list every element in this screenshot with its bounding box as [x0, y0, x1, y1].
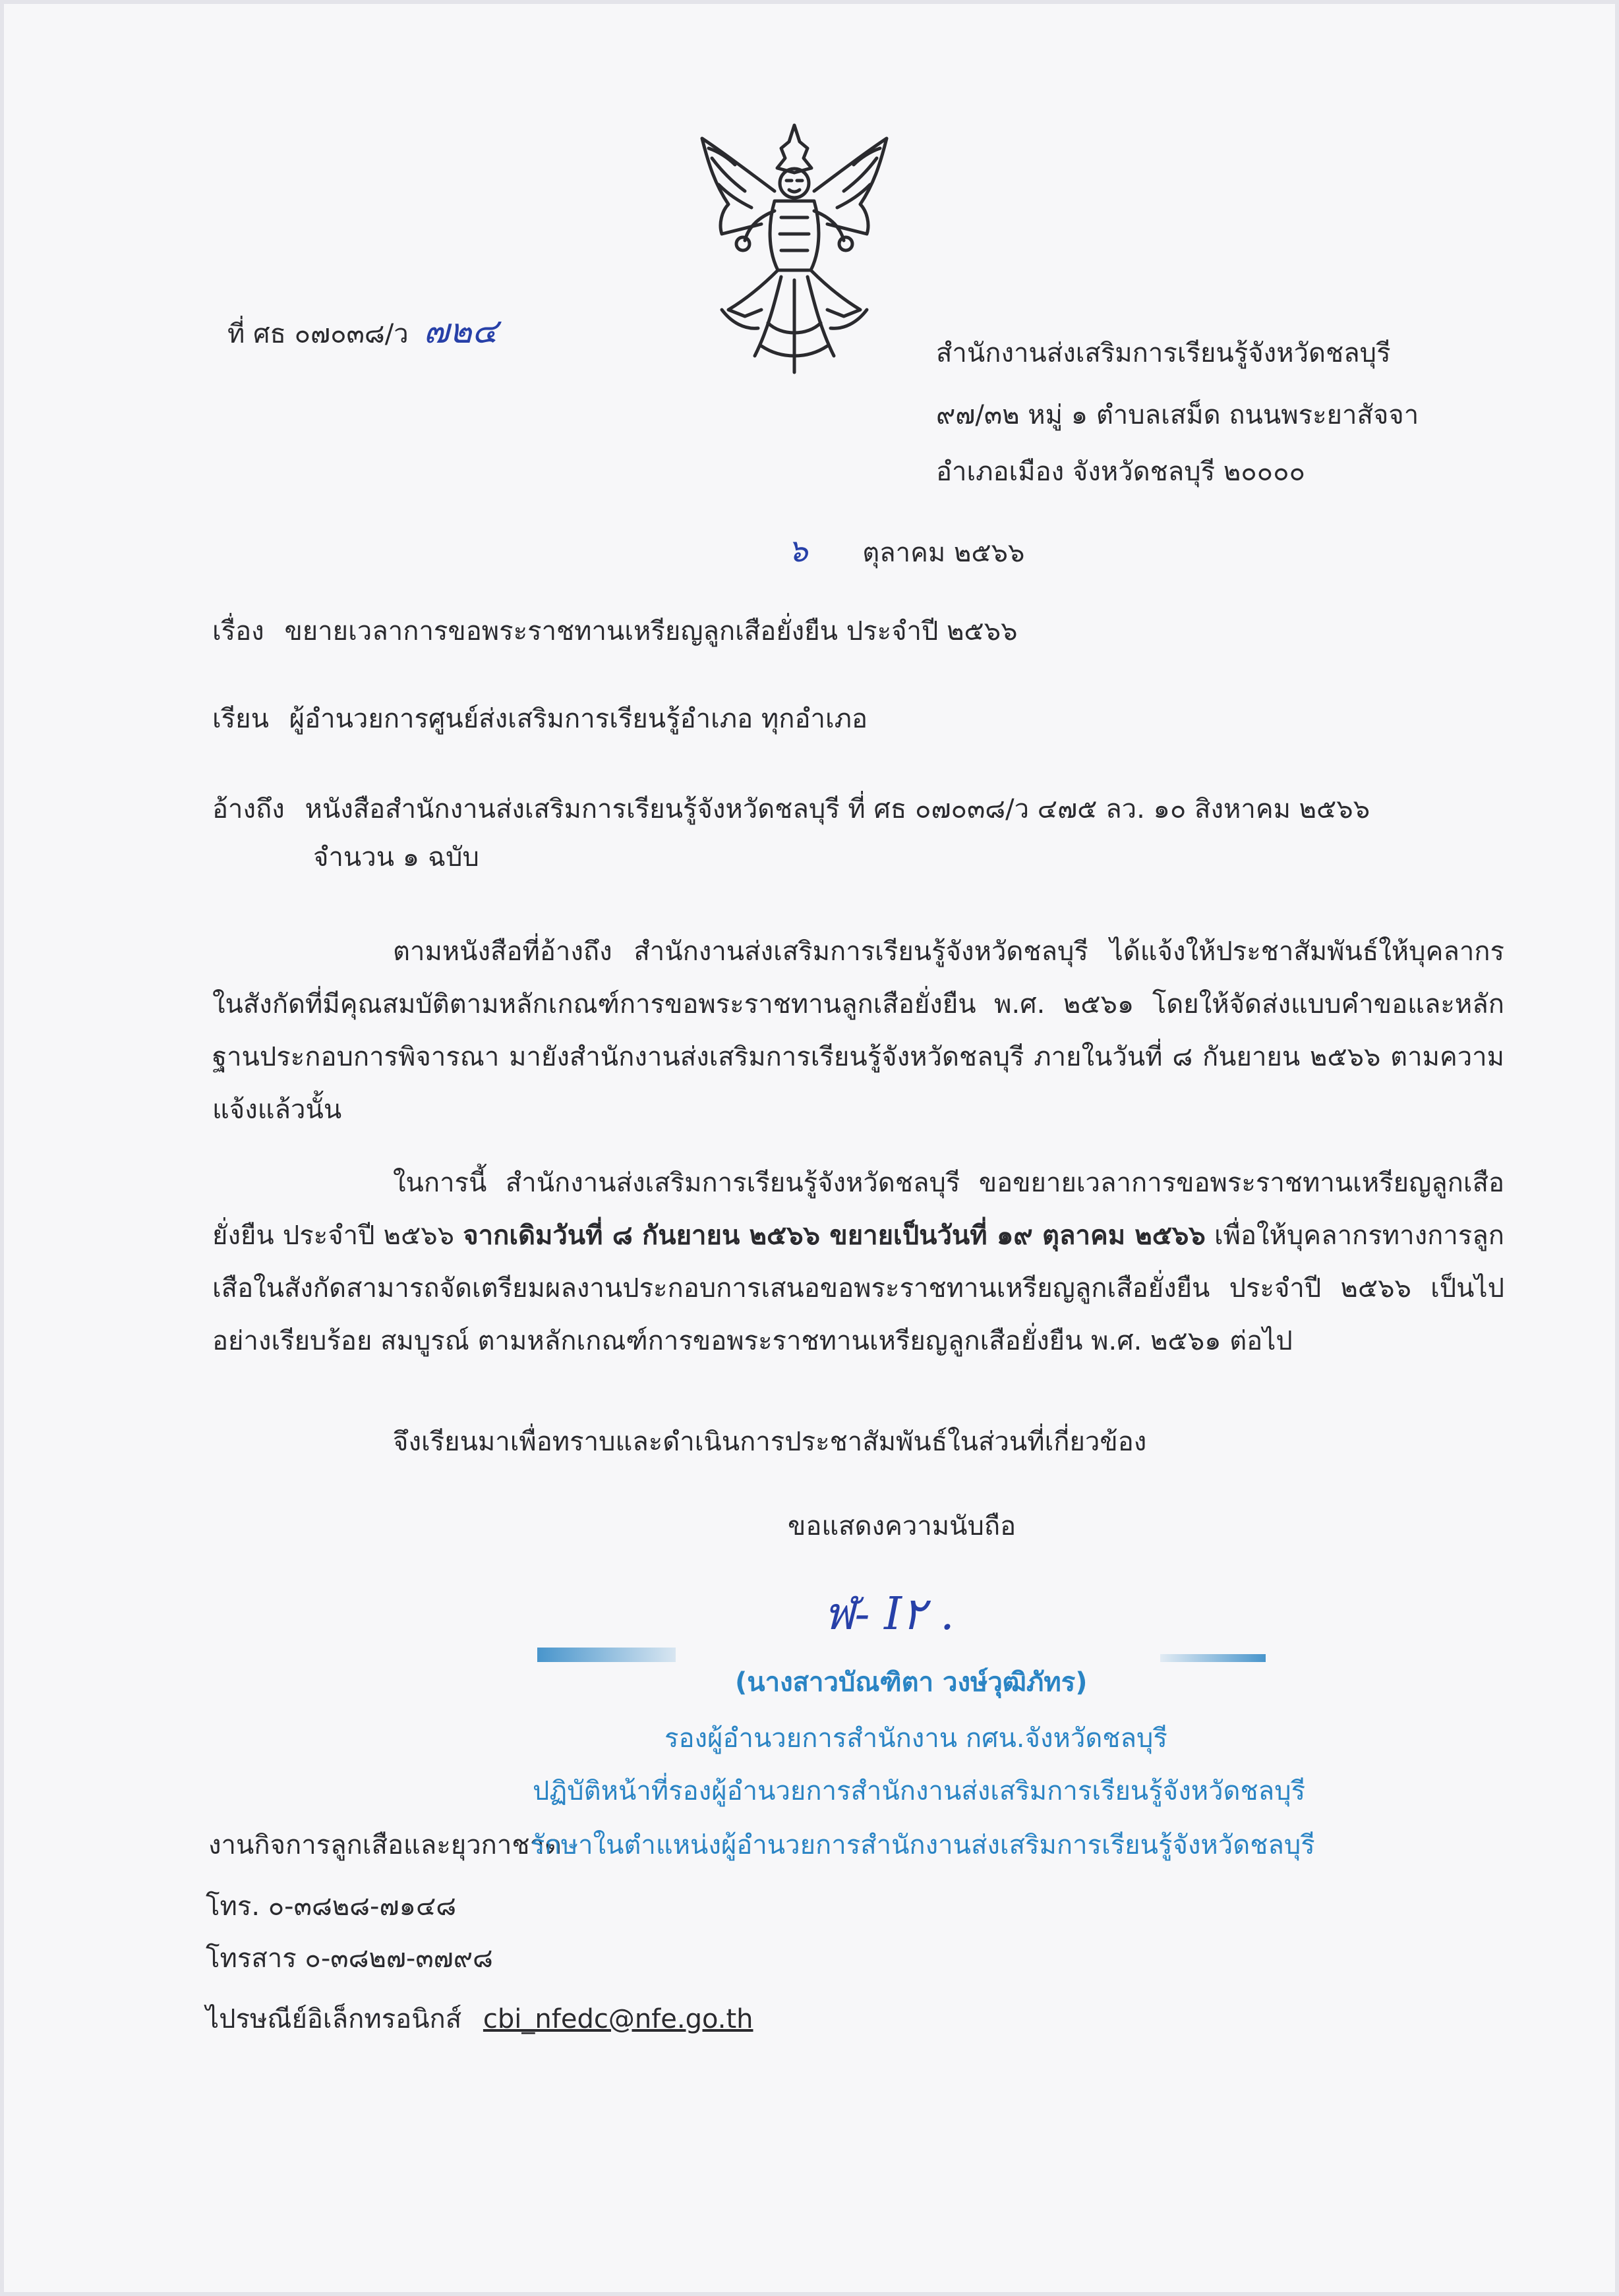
signer-name: (นางสาวบัณฑิตา วงษ์วุฒิภัทร) — [735, 1667, 1088, 1698]
ref-number-handwritten: ๗๒๔ — [423, 312, 498, 351]
recipient-label: เรียน — [212, 704, 269, 734]
date-day-handwritten: ๖ — [788, 532, 808, 569]
reference-text: หนังสือสำนักงานส่งเสริมการเรียนรู้จังหวัดชลบุรี ที่ ศธ ๐๗๐๓๘/ว ๔๗๕ ลว. ๑๐ สิงหาคม ๒๕๖๖ — [305, 794, 1370, 824]
org-address-line1: ๙๗/๓๒ หมู่ ๑ ตำบลเสม็ด ถนนพระยาสัจจา — [936, 400, 1419, 430]
reference-number — [227, 313, 498, 353]
signer-title-1: รองผู้อำนวยการสำนักงาน กศน.จังหวัดชลบุรี — [664, 1723, 1167, 1754]
garuda-emblem-icon — [682, 112, 906, 389]
org-address-line2: อำเภอเมือง จังหวัดชลบุรี ๒๐๐๐๐ — [936, 457, 1305, 487]
footer-unit: งานกิจการลูกเสือและยุวกาชาด — [208, 1830, 562, 1860]
body-paragraph-2-start: ในการนี้ สำนักงานส่งเสริมการเรียนรู้จังหวัดชลบุรี ขอขยายเวลาการขอพระราชทานเหรียญลูกเสือยั่งยืน ประจำปี ๒๕๖๖ — [212, 1168, 1504, 1251]
ref-label: ที่ ศธ ๐๗๐๓๘/ว — [227, 319, 409, 349]
org-name: สำนักงานส่งเสริมการเรียนรู้จังหวัดชลบุรี — [936, 338, 1391, 368]
subject-text: ขยายเวลาการขอพระราชทานเหรียญลูกเสือยั่งยืน ประจำปี ๒๕๖๖ — [284, 616, 1018, 646]
signer-title-3: รักษาในตำแหน่งผู้อำนวยการสำนักงานส่งเสริมการเรียนรู้จังหวัดชลบุรี — [531, 1830, 1315, 1860]
reference-count: จำนวน ๑ ฉบับ — [313, 842, 479, 873]
footer-email-label: ไปรษณีย์อิเล็กทรอนิกส์ — [206, 2004, 462, 2034]
body-paragraph-1: ตามหนังสือที่อ้างถึง สำนักงานส่งเสริมการเรียนรู้จังหวัดชลบุรี ได้แจ้งให้ประชาสัมพันธ์ให้บุคลากรในสังกัดที่มีคุณสมบัติตามหลักเกณฑ์การขอพระราชทานลูกเสือยั่งยืน พ.ศ. ๒๕๖๑ โดยให้จัดส่งแบบคำขอและหลักฐานประกอบการพิจารณา มายังสำนักงานส่งเสริมการเรียนรู้จังหวัดชลบุรี ภายในวันที่ ๘ กันยายน ๒๕๖๖ ตามความแจ้งแล้วนั้น — [212, 936, 1504, 1125]
recipient-line — [212, 701, 868, 737]
footer-phone: โทร. ๐-๓๘๒๘-๗๑๔๘ — [206, 1891, 457, 1922]
letter-date — [788, 532, 1024, 571]
handwritten-signature: ฬ- I۲ . — [824, 1588, 955, 1640]
subject-line — [212, 613, 1018, 650]
extended-deadline: จากเดิมวันที่ ๘ กันยายน ๒๕๖๖ ขยายเป็นวันที่ ๑๙ ตุลาคม ๒๕๖๖ — [463, 1220, 1206, 1251]
body-paragraph-2-end: เพื่อให้บุคลากรทางการลูกเสือในสังกัดสามารถจัดเตรียมผลงานประกอบการเสนอขอพระราชทานเหรียญลูกเสือยั่งยืน ประจำปี ๒๕๖๖ เป็นไปอย่างเรียบร้อย สมบูรณ์ ตามหลักเกณฑ์การขอพระราชทานเหรียญลูกเสือยั่งยืน พ.ศ. ๒๕๖๑ ต่อไป — [212, 1220, 1504, 1356]
subject-label: เรื่อง — [212, 616, 264, 646]
date-month-year: ตุลาคม ๒๕๖๖ — [862, 538, 1025, 568]
stamp-smudge-right — [1160, 1654, 1266, 1662]
recipient-text: ผู้อำนวยการศูนย์ส่งเสริมการเรียนรู้อำเภอ ทุกอำเภอ — [289, 704, 868, 734]
footer-fax: โทรสาร ๐-๓๘๒๗-๓๗๙๘ — [206, 1943, 493, 1974]
reference-label: อ้างถึง — [212, 794, 285, 824]
reference-line — [212, 791, 1370, 828]
body-paragraph-3: จึงเรียนมาเพื่อทราบและดำเนินการประชาสัมพันธ์ในส่วนที่เกี่ยวข้อง — [393, 1427, 1147, 1457]
stamp-smudge-left — [537, 1648, 676, 1662]
signer-title-2: ปฏิบัติหน้าที่รองผู้อำนวยการสำนักงานส่งเสริมการเรียนรู้จังหวัดชลบุรี — [533, 1776, 1306, 1806]
footer-email-link[interactable]: cbi_nfedc@nfe.go.th — [483, 2004, 753, 2034]
footer-email-line — [206, 2001, 753, 2038]
closing-phrase: ขอแสดงความนับถือ — [788, 1511, 1016, 1541]
body-paragraph-2 — [212, 1157, 1504, 1367]
